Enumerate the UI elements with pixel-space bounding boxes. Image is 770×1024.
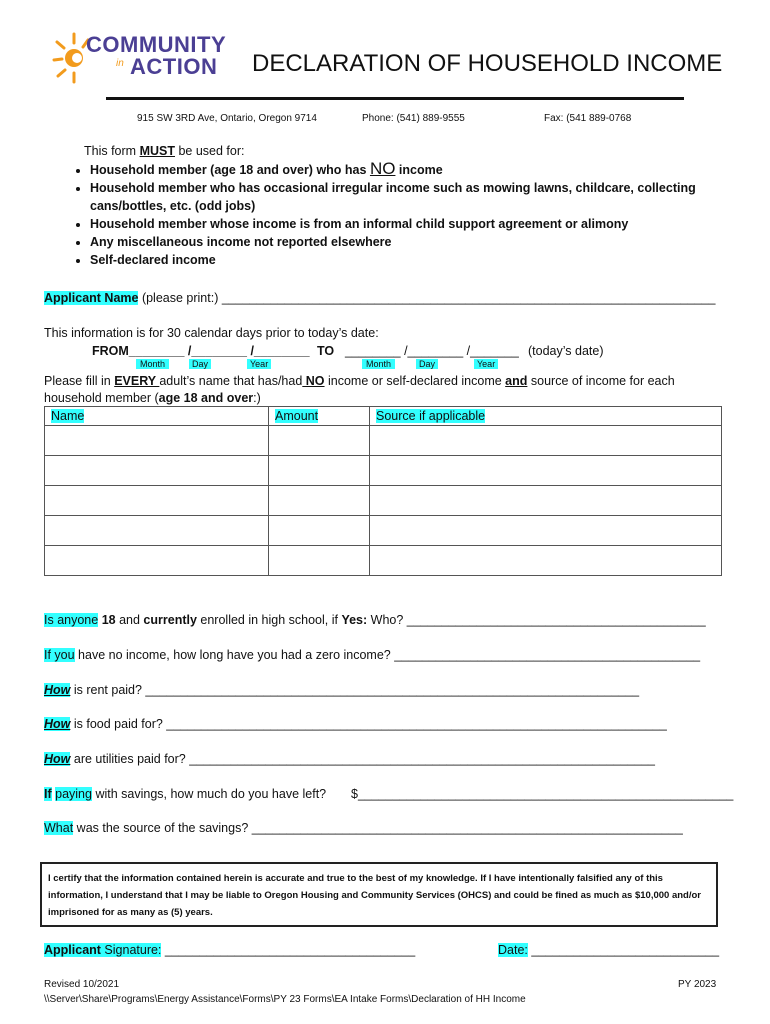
to-year-label: Year: [474, 359, 498, 369]
fill-in-no: NO: [302, 374, 325, 388]
name-cell[interactable]: [45, 456, 269, 486]
fill-in-p3: income or self-declared income: [324, 374, 506, 388]
q3-rest: is rent paid? _______________________________________________________________________: [70, 683, 640, 697]
todays-date-label: (today’s date): [528, 344, 604, 358]
logo-text-action: ACTION: [130, 54, 218, 79]
question-zero-income[interactable]: [44, 648, 700, 662]
source-cell[interactable]: [370, 516, 722, 546]
list-item: [90, 160, 730, 179]
bullet-1-no: NO: [369, 159, 396, 178]
certification-box: I certify that the information contained herein is accurate and true to the best of my knowledge. If I have intentionally falsified any of this information, I understand that I may be liable to Oregon Housing and Community Services (OHCS) and could be fined as much as $10,000 and/or imprisoned for as many as (5) years.: [40, 862, 718, 927]
table-row: [45, 486, 722, 516]
q1-and: and: [115, 613, 144, 627]
q5-highlight: How: [44, 752, 71, 766]
header-name-cell: [45, 407, 269, 426]
date-line: ___________________________: [527, 943, 720, 957]
applicant-name-label: Applicant Name: [44, 291, 139, 305]
question-utilities[interactable]: [44, 752, 655, 766]
name-cell[interactable]: [45, 516, 269, 546]
list-item: • Household member whose income is from an informal child support agreement or alimony: [90, 215, 730, 233]
list-item: • Any miscellaneous income not reported elsewhere: [90, 233, 730, 251]
header-name: Name: [51, 409, 85, 423]
savings-amount-field[interactable]: $______________________________________________________: [351, 787, 734, 801]
amount-cell[interactable]: [269, 516, 370, 546]
intro-text: [84, 144, 244, 158]
name-cell[interactable]: [45, 546, 269, 576]
amount-cell[interactable]: [269, 456, 370, 486]
q7-rest: was the source of the savings? ______________________________________________________________: [73, 821, 683, 835]
applicant-name-line: (please print:) _______________________________________________________________________: [138, 291, 716, 305]
name-cell[interactable]: [45, 486, 269, 516]
header-amount-cell: [269, 407, 370, 426]
bullet-1-pre: Household member (age 18 and over) who has: [90, 163, 370, 177]
fill-in-line2-pre: household member (: [44, 391, 159, 405]
q4-highlight: How: [44, 717, 71, 731]
source-cell[interactable]: [370, 486, 722, 516]
period-to-label: TO: [317, 344, 335, 358]
source-cell[interactable]: [370, 456, 722, 486]
q1-yes: Yes:: [341, 613, 368, 627]
question-savings-left[interactable]: [44, 787, 326, 801]
date-label: Date:: [498, 943, 528, 957]
fill-in-p2: adult’s name that has/had: [159, 374, 303, 388]
period-from-field[interactable]: FROM________ /________ /________: [92, 344, 310, 358]
table-row: [45, 426, 722, 456]
table-row: [45, 456, 722, 486]
header-source: Source if applicable: [376, 409, 486, 423]
from-year-label: Year: [247, 359, 271, 369]
intro-post: be used for:: [174, 144, 245, 158]
header-divider: [106, 97, 684, 100]
fill-in-instructions: [44, 373, 734, 407]
signature-line: ____________________________________: [161, 943, 416, 957]
period-intro: This information is for 30 calendar days prior to today’s date:: [44, 326, 379, 340]
applicant-signature-field[interactable]: [44, 943, 415, 957]
bullet-1-post: income: [395, 163, 443, 177]
q5-rest: are utilities paid for? ___________________________________________________________________: [70, 752, 655, 766]
q2-highlight: If you: [44, 648, 75, 662]
contact-phone: Phone: (541) 889-9555: [362, 113, 465, 124]
q3-highlight: How: [44, 683, 71, 697]
amount-cell[interactable]: [269, 426, 370, 456]
contact-address: 915 SW 3RD Ave, Ontario, Oregon 9714: [137, 113, 317, 124]
page-title: DECLARATION OF HOUSEHOLD INCOME: [252, 50, 723, 77]
list-item: • Household member who has occasional irregular income such as mowing lawns, childcare, collecting cans/bottles, etc. (odd jobs): [90, 179, 730, 215]
question-high-school[interactable]: [44, 613, 706, 627]
q2-rest: have no income, how long have you had a zero income? ____________________________________________: [74, 648, 701, 662]
question-food[interactable]: [44, 717, 667, 731]
household-income-table: [44, 406, 722, 576]
fill-in-age: age 18 and over: [158, 391, 254, 405]
q7-highlight: What: [44, 821, 74, 835]
q4-rest: is food paid for? ________________________________________________________________________: [70, 717, 667, 731]
logo-text-community: COMMUNITY: [86, 32, 227, 57]
contact-fax: Fax: (541 889-0768: [544, 113, 632, 124]
table-row: [45, 516, 722, 546]
signature-label-rest: Signature:: [100, 943, 162, 957]
question-rent[interactable]: [44, 683, 639, 697]
revision-date: Revised 10/2021: [44, 979, 120, 990]
header-source-cell: [370, 407, 722, 426]
q1-age: 18: [98, 613, 116, 627]
list-item: • Self-declared income: [90, 251, 730, 269]
organization-logo: [52, 28, 242, 86]
date-field[interactable]: [498, 943, 719, 957]
fill-in-every: EVERY: [114, 374, 160, 388]
file-path: \\Server\Share\Programs\Energy Assistance\Forms\PY 23 Forms\EA Intake Forms\Declaration of HH Income: [44, 994, 526, 1005]
eligibility-list: [50, 160, 730, 269]
intro-pre: This form: [84, 144, 140, 158]
amount-cell[interactable]: [269, 546, 370, 576]
from-month-label: Month: [136, 359, 169, 369]
fill-in-and: and: [505, 374, 528, 388]
fill-in-p1: Please fill in: [44, 374, 115, 388]
logo-text-in: in: [116, 58, 124, 69]
period-to-field[interactable]: ________ /________ /_______: [345, 344, 519, 358]
q1-text: enrolled in high school, if: [196, 613, 342, 627]
table-header-row: [45, 407, 722, 426]
header-amount: Amount: [275, 409, 319, 423]
applicant-name-field[interactable]: [44, 291, 715, 305]
intro-must: MUST: [139, 144, 175, 158]
program-year: PY 2023: [678, 979, 717, 990]
q6-paying: paying: [55, 787, 92, 801]
question-savings-source[interactable]: [44, 821, 683, 835]
fill-in-line2-post: :): [253, 391, 261, 405]
table-row: [45, 546, 722, 576]
q6-if: If: [44, 787, 52, 801]
to-month-label: Month: [362, 359, 395, 369]
name-cell[interactable]: [45, 426, 269, 456]
q1-highlight: Is anyone: [44, 613, 99, 627]
amount-cell[interactable]: [269, 486, 370, 516]
signature-label-highlight: Applicant: [44, 943, 101, 957]
source-cell[interactable]: [370, 546, 722, 576]
q1-currently: currently: [143, 613, 197, 627]
fill-in-p4: source of income for each: [527, 374, 675, 388]
to-day-label: Day: [416, 359, 438, 369]
from-day-label: Day: [189, 359, 211, 369]
q1-who-line: Who? ___________________________________________: [367, 613, 706, 627]
source-cell[interactable]: [370, 426, 722, 456]
q6-rest: with savings, how much do you have left?: [91, 787, 327, 801]
